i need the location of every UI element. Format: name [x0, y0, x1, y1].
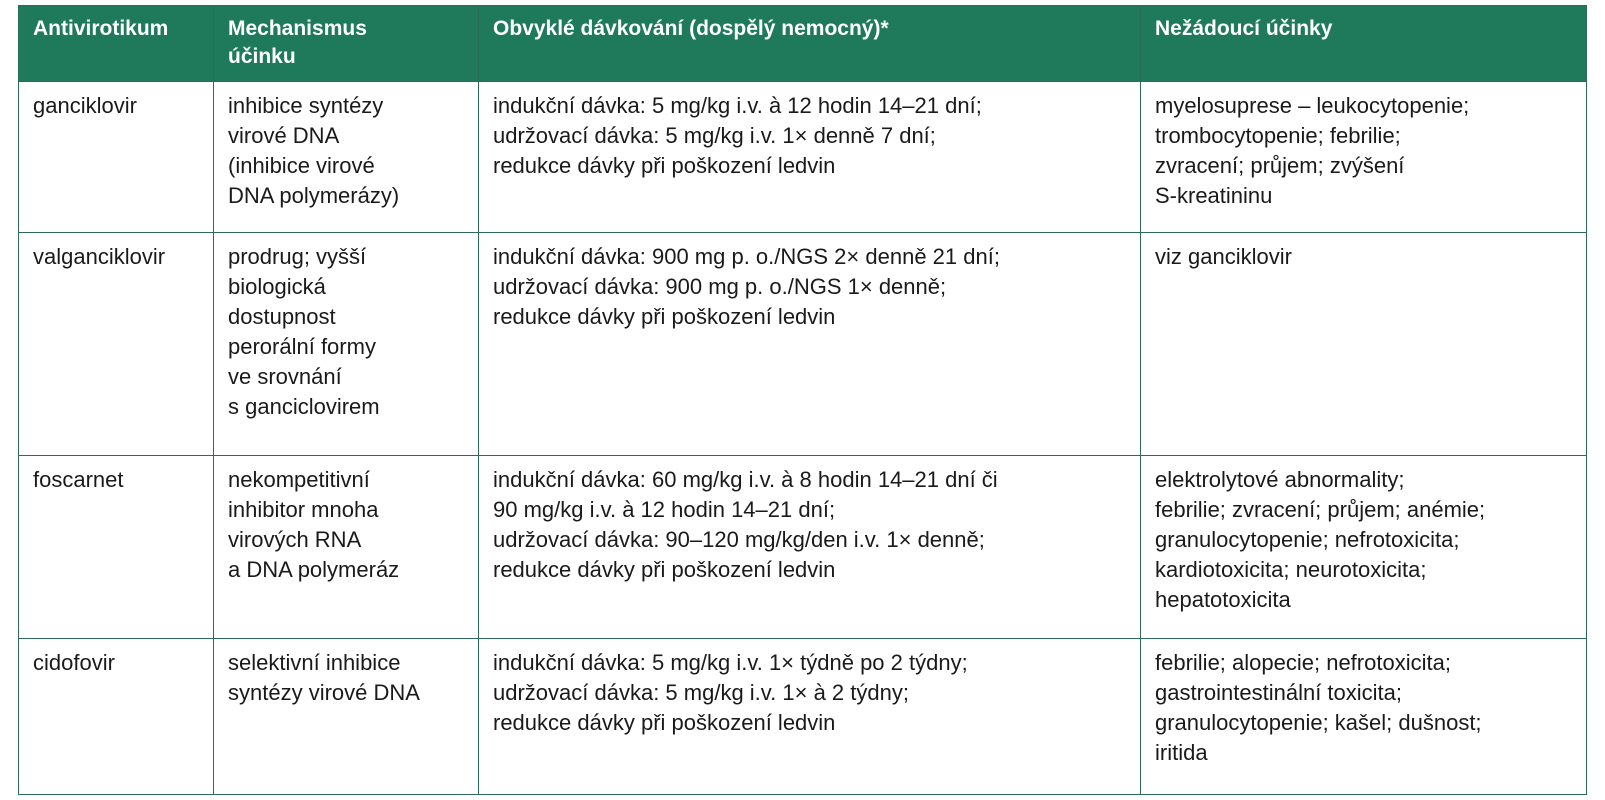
cell-dosage — [479, 639, 1141, 795]
text-line: (inhibice virové — [228, 153, 375, 178]
text-line: virové DNA — [228, 123, 340, 148]
text-line: S-kreatininu — [1155, 183, 1273, 208]
text-line: granulocytopenie; nefrotoxicita; — [1155, 526, 1460, 552]
header-mechanismus — [214, 6, 479, 82]
cell-adverse — [1141, 639, 1587, 795]
text-line: myelosuprese – leukocytopenie; — [1155, 93, 1470, 118]
cell-drug: valganciklovir — [19, 232, 214, 455]
text-line: DNA polymerázy) — [228, 183, 400, 208]
text-line: indukční dávka: 5 mg/kg i.v. 1× týdně po 2 týdny; — [493, 650, 968, 676]
text-line: syntézy virové DNA — [228, 680, 420, 706]
text-line: ve srovnání — [228, 363, 342, 389]
cell-mechanism — [214, 639, 479, 795]
text-line: prodrug; vyšší — [228, 243, 367, 269]
cell-drug: cidofovir — [19, 639, 214, 795]
text-line: kardiotoxicita; neurotoxicita; — [1155, 556, 1427, 582]
cell-mechanism — [214, 455, 479, 639]
text-line: indukční dávka: 60 mg/kg i.v. à 8 hodin 14–21 dní či — [493, 466, 998, 492]
header-nezadouci-ucinky: Nežádoucí účinky — [1141, 6, 1587, 82]
antiviral-table — [18, 5, 1587, 795]
text-line: redukce dávky při poškození ledvin — [493, 710, 836, 736]
text-line: udržovací dávka: 5 mg/kg i.v. 1× à 2 týdny; — [493, 680, 909, 706]
text-line: zvracení; průjem; zvýšení — [1155, 153, 1405, 178]
text-line: a DNA polymeráz — [228, 556, 400, 582]
text-line: redukce dávky při poškození ledvin — [493, 556, 836, 582]
table-row — [19, 639, 1587, 795]
text-line: hepatotoxicita — [1155, 586, 1291, 612]
cell-mechanism — [214, 232, 479, 455]
text-line: granulocytopenie; kašel; dušnost; — [1155, 710, 1482, 736]
cell-dosage — [479, 455, 1141, 639]
header-mechanismus-line-1: Mechanismus — [228, 17, 367, 40]
cell-drug: ganciklovir — [19, 82, 214, 233]
table-row — [19, 455, 1587, 639]
text-line: udržovací dávka: 90–120 mg/kg/den i.v. 1× denně; — [493, 526, 985, 552]
cell-adverse — [1141, 232, 1587, 455]
text-line: redukce dávky při poškození ledvin — [493, 153, 836, 178]
text-line: redukce dávky při poškození ledvin — [493, 303, 836, 329]
text-line: dostupnost — [228, 303, 336, 329]
text-line: selektivní inhibice — [228, 650, 401, 676]
text-line: inhibice syntézy — [228, 93, 384, 118]
text-line: biologická — [228, 273, 326, 299]
header-antivirotikum: Antivirotikum — [19, 6, 214, 82]
text-line: nekompetitivní — [228, 466, 370, 492]
text-line: febrilie; alopecie; nefrotoxicita; — [1155, 650, 1451, 676]
text-line: 90 mg/kg i.v. à 12 hodin 14–21 dní; — [493, 496, 836, 522]
text-line: viz ganciklovir — [1155, 243, 1292, 269]
text-line: inhibitor mnoha — [228, 496, 379, 522]
text-line: elektrolytové abnormality; — [1155, 466, 1405, 492]
cell-adverse — [1141, 455, 1587, 639]
text-line: virových RNA — [228, 526, 362, 552]
cell-adverse — [1141, 82, 1587, 233]
cell-dosage — [479, 82, 1141, 233]
table-row — [19, 232, 1587, 455]
cell-dosage — [479, 232, 1141, 455]
text-line: perorální formy — [228, 333, 376, 359]
text-line: udržovací dávka: 900 mg p. o./NGS 1× denně; — [493, 273, 947, 299]
text-line: udržovací dávka: 5 mg/kg i.v. 1× denně 7 dní; — [493, 123, 936, 148]
header-davkovani: Obvyklé dávkování (dospělý nemocný)* — [479, 6, 1141, 82]
cell-mechanism — [214, 82, 479, 233]
table-header-row — [19, 6, 1587, 82]
text-line: gastrointestinální toxicita; — [1155, 680, 1403, 706]
header-mechanismus-line-2: účinku — [228, 45, 296, 68]
text-line: indukční dávka: 900 mg p. o./NGS 2× denně 21 dní; — [493, 243, 1000, 269]
antiviral-table-container — [18, 5, 1586, 795]
text-line: trombocytopenie; febrilie; — [1155, 123, 1401, 148]
text-line: febrilie; zvracení; průjem; anémie; — [1155, 496, 1486, 522]
cell-drug: foscarnet — [19, 455, 214, 639]
text-line: s ganciclovirem — [228, 393, 380, 419]
table-row — [19, 82, 1587, 233]
text-line: iritida — [1155, 740, 1208, 766]
text-line: indukční dávka: 5 mg/kg i.v. à 12 hodin 14–21 dní; — [493, 93, 982, 118]
